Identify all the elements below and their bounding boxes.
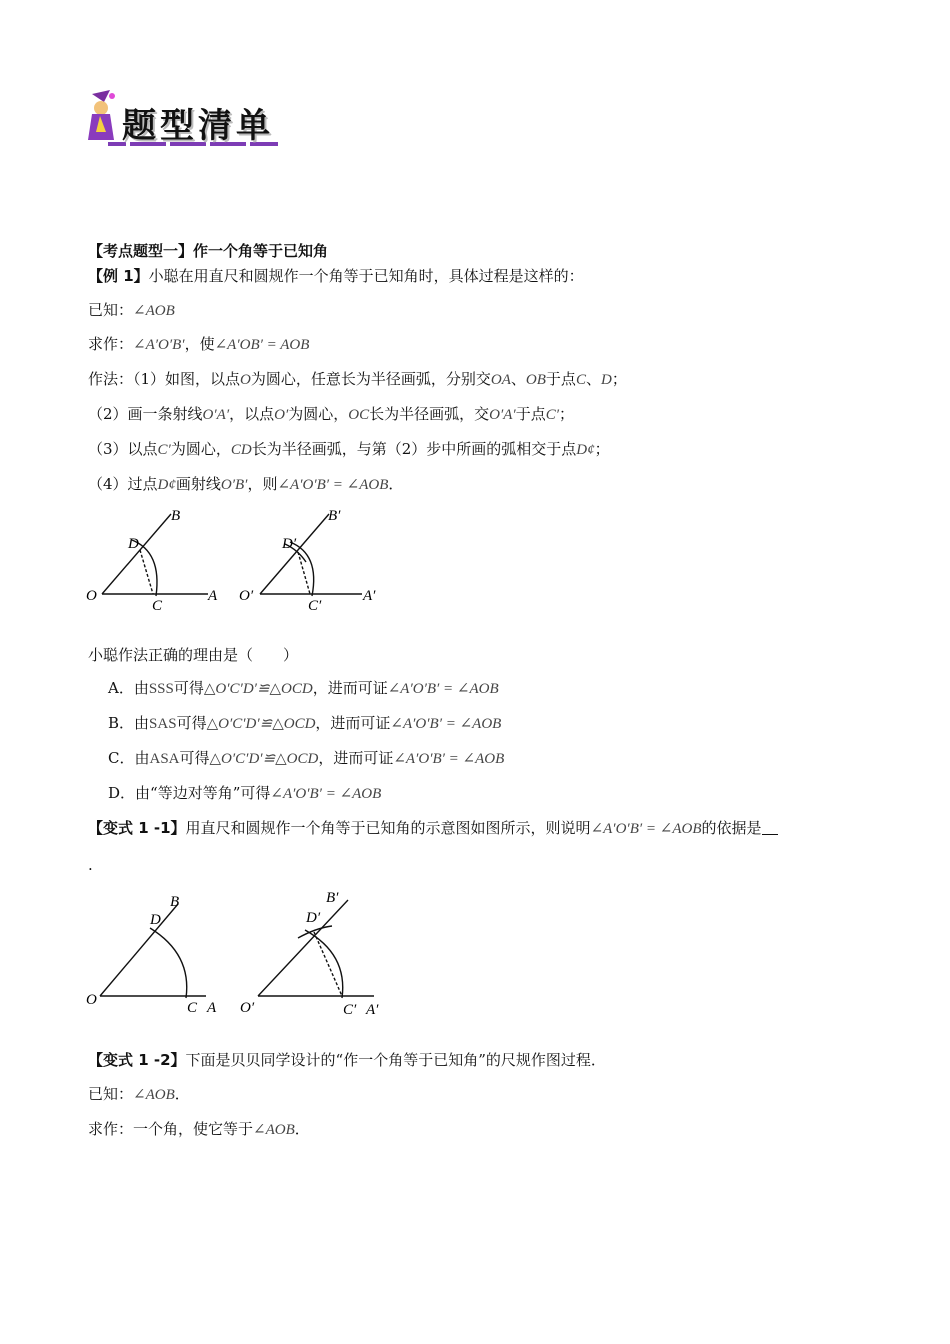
option-d-eq: ∠A′O′B′ = ∠AOB <box>270 786 382 802</box>
answer-blank[interactable] <box>762 820 778 835</box>
find-math1: ∠A′O′B′ <box>133 337 185 353</box>
step2-f: ； <box>559 405 575 423</box>
ray-OB-prime <box>260 514 329 594</box>
option-a <box>108 678 499 699</box>
step4-OB: O′B′ <box>220 477 248 493</box>
option-d <box>108 783 381 804</box>
option-a-mid: 可得 <box>173 679 204 697</box>
option-a-rule: SSS <box>148 681 174 697</box>
step1-text2: 于点 <box>545 370 576 388</box>
step2-e: 于点 <box>515 405 546 423</box>
fig2-right-label-D: D′ <box>306 910 321 926</box>
fig1-left-label-B: B <box>171 508 181 524</box>
fig2-right-label-A: A′ <box>366 1002 379 1018</box>
fig2-left-label-A: A <box>207 1000 217 1016</box>
variant2-given-label: 已知： <box>88 1085 134 1103</box>
figure1-left <box>102 514 208 596</box>
option-c-pre: C．由 <box>108 749 150 767</box>
method-step2 <box>88 404 574 425</box>
example1-tag: 【例 1】 <box>88 267 149 285</box>
find-mid: ，使 <box>184 335 215 353</box>
step4-D: D¢ <box>157 477 176 493</box>
step2-C: C′ <box>545 407 559 423</box>
variant1-text2: 的依据是 <box>701 819 762 837</box>
step1-D: D <box>600 372 612 388</box>
step3-d: ； <box>594 440 610 458</box>
example1-intro-text: 小聪在用直尺和圆规作一个角等于已知角时，具体过程是这样的： <box>148 267 584 285</box>
step2-a: （2）画一条射线 <box>88 405 203 423</box>
given-math: ∠AOB <box>133 303 175 319</box>
fig1-left-label-D: D <box>128 536 139 552</box>
variant2-find-label: 求作：一个角，使它等于 <box>88 1120 254 1138</box>
fig2-right-label-C: C′ <box>343 1002 357 1018</box>
option-b-mid: 可得 <box>176 714 207 732</box>
fig2-left-label-B: B <box>170 894 180 910</box>
step3-b: 为圆心， <box>170 440 231 458</box>
option-b-post: ，进而可证 <box>315 714 391 732</box>
option-c <box>108 748 504 769</box>
fig2-left-label-C: C <box>187 1000 198 1016</box>
find-label: 求作： <box>88 335 134 353</box>
method-step3 <box>88 439 610 460</box>
banner-logo <box>86 88 286 154</box>
variant2-find-math: ∠AOB <box>253 1122 295 1138</box>
step4-b: 画射线 <box>175 475 221 493</box>
figure-example1 <box>80 500 400 620</box>
figure-variant1 <box>80 882 400 1022</box>
step1-sep2: 、 <box>585 370 601 388</box>
fig1-right-label-A: A′ <box>363 588 376 604</box>
variant2-given-end: ． <box>174 1085 190 1103</box>
section-heading: 【考点题型一】作一个角等于已知角 <box>88 242 329 260</box>
ray-OB <box>102 514 171 594</box>
option-d-pre: D．由“等边对等角”可得 <box>108 784 271 802</box>
variant1-eq: ∠A′O′B′ = ∠AOB <box>590 821 702 837</box>
step4-c: ，则 <box>247 475 278 493</box>
banner-title: 题型清单 <box>122 106 274 146</box>
variant2-find-end: ． <box>294 1120 310 1138</box>
option-a-cong: △O′C′D′≌△OCD <box>203 681 313 697</box>
step2-OA2: O′A′ <box>489 407 516 423</box>
step1-sep1: 、 <box>510 370 526 388</box>
fig1-right-label-C: C′ <box>308 598 322 614</box>
fig1-right-label-B: B′ <box>328 508 341 524</box>
arc-CD-2 <box>150 928 187 998</box>
method-step1 <box>88 369 627 390</box>
option-c-cong: △O′C′D′≌△OCD <box>209 751 319 767</box>
fig2-right-label-O: O′ <box>240 1000 255 1016</box>
find-line <box>88 334 309 355</box>
fig2-left-label-D: D <box>150 912 161 928</box>
step1-label: 作法：（1）如图，以点 <box>88 370 241 388</box>
step3-c: 长为半径画弧，与第（2）步中所画的弧相交于点 <box>251 440 577 458</box>
fig1-left-label-O: O <box>86 588 97 604</box>
option-a-eq: ∠A′O′B′ = ∠AOB <box>387 681 499 697</box>
given-label: 已知： <box>88 301 134 319</box>
step1-C: C <box>575 372 586 388</box>
figure1-right <box>260 514 362 596</box>
step1-O: O <box>240 372 251 388</box>
step4-a: （4）过点 <box>88 475 158 493</box>
option-c-eq: ∠A′O′B′ = ∠AOB <box>393 751 505 767</box>
step2-d: 长为半径画弧，交 <box>369 405 490 423</box>
option-b-cong: △O′C′D′≌△OCD <box>206 716 316 732</box>
step1-OA: OA <box>490 372 511 388</box>
step1-end: ； <box>611 370 627 388</box>
fig1-left-label-A: A <box>208 588 218 604</box>
variant2-find <box>88 1119 310 1140</box>
fig1-left-label-C: C <box>152 598 163 614</box>
step4-d: ． <box>388 475 404 493</box>
step3-CD: CD <box>230 442 252 458</box>
variant2-tag: 【变式 1 -2】 <box>88 1051 186 1069</box>
step2-c: 为圆心， <box>288 405 349 423</box>
fig1-right-label-D: D′ <box>282 536 297 552</box>
step4-eq: ∠A′O′B′ = ∠AOB <box>277 477 389 493</box>
question-line: 小聪作法正确的理由是（ ） <box>88 646 299 664</box>
variant2-text: 下面是贝贝同学设计的“作一个角等于已知角”的尺规作图过程． <box>185 1051 606 1069</box>
option-b-pre: B．由 <box>108 714 150 732</box>
step2-OC: OC <box>348 407 370 423</box>
fig1-right-label-O: O′ <box>239 588 254 604</box>
option-a-post: ，进而可证 <box>312 679 388 697</box>
ray-OB-2 <box>100 904 178 996</box>
fig2-right-label-B: B′ <box>326 890 339 906</box>
variant2-given-math: ∠AOB <box>133 1087 175 1103</box>
option-c-post: ，进而可证 <box>318 749 394 767</box>
option-a-pre: A．由 <box>108 679 149 697</box>
variant1-period: . <box>88 856 93 874</box>
step2-b: ，以点 <box>229 405 275 423</box>
step3-D: D¢ <box>576 442 595 458</box>
step2-O: O′ <box>274 407 289 423</box>
step1-text1: 为圆心，任意长为半径画弧，分别交 <box>250 370 491 388</box>
ray-OB-prime-2 <box>258 900 348 996</box>
example1-intro <box>88 266 584 286</box>
option-b-rule: SAS <box>149 716 177 732</box>
find-math2: ∠A′OB′ = AOB <box>214 337 310 353</box>
option-c-mid: 可得 <box>179 749 210 767</box>
given-line <box>88 300 175 321</box>
option-b-eq: ∠A′O′B′ = ∠AOB <box>390 716 502 732</box>
variant2-line <box>88 1050 606 1070</box>
variant1-line <box>88 818 778 839</box>
step3-C: C′ <box>157 442 171 458</box>
option-c-rule: ASA <box>149 751 180 767</box>
step2-OA: O′A′ <box>202 407 230 423</box>
variant1-tag: 【变式 1 -1】 <box>88 819 186 837</box>
variant1-text: 用直尺和圆规作一个角等于已知角的示意图如图所示，则说明 <box>185 819 591 837</box>
fig2-left-label-O: O <box>86 992 97 1008</box>
variant2-given <box>88 1084 190 1105</box>
step3-a: （3）以点 <box>88 440 158 458</box>
method-step4 <box>88 474 403 495</box>
step1-OB: OB <box>525 372 546 388</box>
option-b <box>108 713 501 734</box>
